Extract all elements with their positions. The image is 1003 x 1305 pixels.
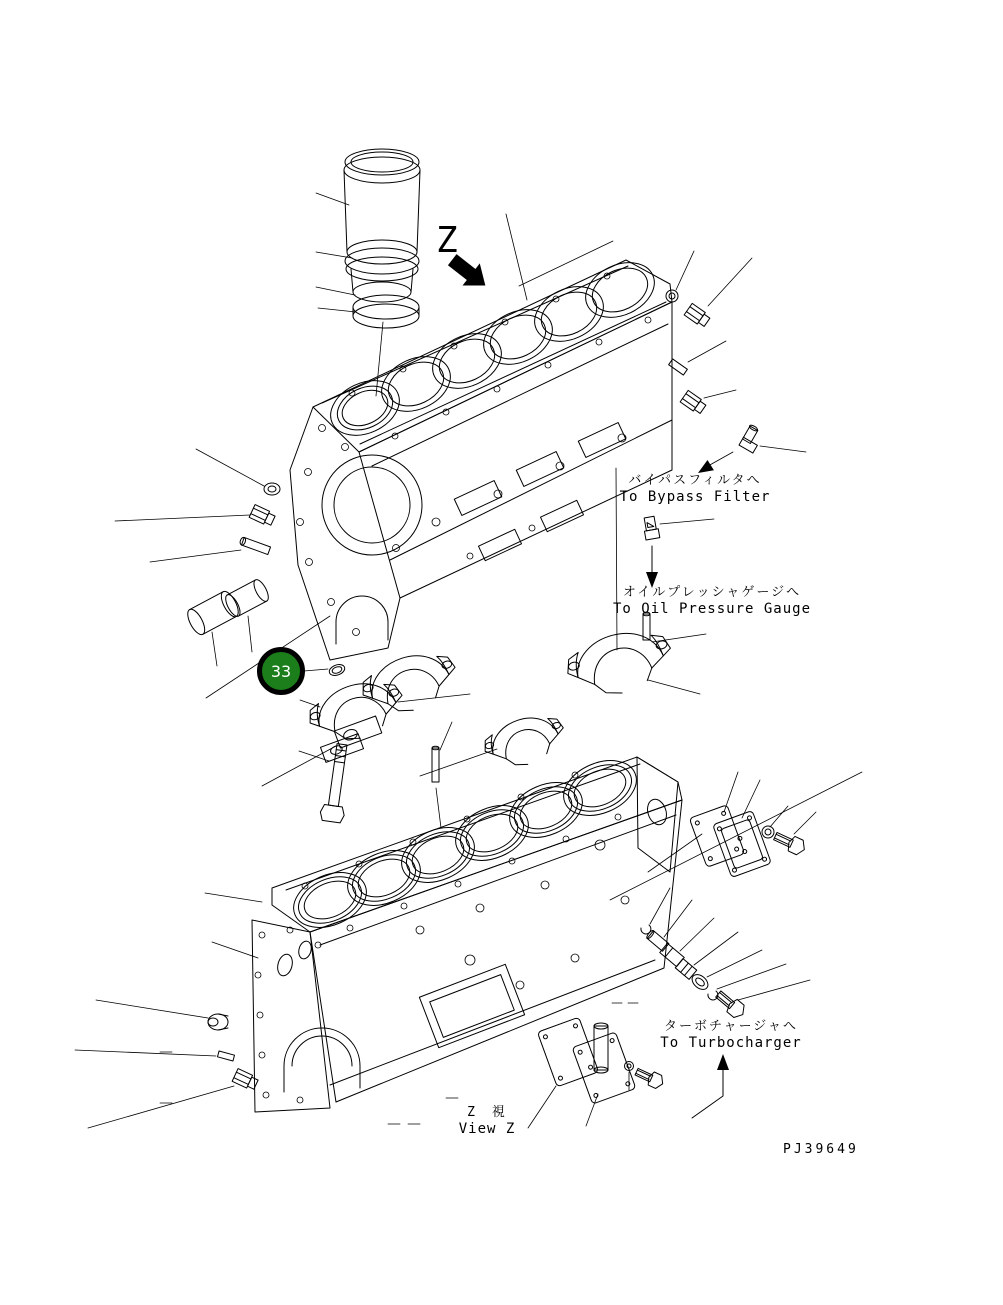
view-z-label (459, 1104, 516, 1138)
view-z-label-jp: Z 視 (467, 1105, 507, 1120)
cup-plug (264, 483, 280, 495)
annotation-bypass-filter-en: To Bypass Filter (619, 489, 771, 505)
mounting-bolt (634, 1065, 666, 1090)
dowel-pin (217, 1051, 234, 1061)
main-bearing-cap (561, 622, 678, 706)
annotation-oil-pressure-gauge-en: To Oil Pressure Gauge (612, 601, 812, 617)
oil-tube (646, 929, 669, 951)
cup-plug (208, 1014, 228, 1030)
washer (762, 826, 774, 838)
annotation-oil-pressure-gauge (613, 584, 811, 618)
main-bearing-bolt (319, 743, 354, 824)
mounting-bolt (772, 829, 808, 857)
annotation-bypass-filter-jp: バイパスフィルタへ (628, 473, 762, 488)
camshaft-bushing (223, 578, 271, 619)
main-bearing-cap (479, 708, 571, 776)
centerline-dashes (160, 1003, 638, 1124)
part-callout-33-number: 33 (270, 661, 292, 681)
annotation-bypass-filter (620, 472, 771, 506)
cylinder-block-lower (252, 750, 682, 1112)
part-callout-33[interactable] (257, 647, 305, 695)
turbocharger-arrow (692, 1054, 729, 1118)
taper-plug (684, 303, 711, 328)
stud (432, 746, 439, 782)
cover-plate (713, 811, 772, 878)
main-bearing-cap (356, 643, 464, 723)
view-z-marker: Z (436, 220, 458, 261)
annotation-turbocharger-jp: ターボチャージャへ (663, 1019, 799, 1034)
annotation-turbocharger (660, 1018, 801, 1052)
main-bearing-cap (303, 671, 411, 751)
mounting-bolt (713, 988, 748, 1021)
leader-lines (75, 193, 862, 1128)
elbow-fitting (642, 516, 660, 540)
view-z-label-en: View Z (458, 1121, 516, 1137)
o-ring (328, 663, 346, 678)
dowel-pin (239, 537, 270, 555)
oil-pressure-arrow (646, 546, 658, 588)
bracket-plate (334, 716, 382, 748)
camshaft-bushing (184, 589, 241, 637)
annotation-oil-pressure-gauge-jp: オイルプレッシャゲージへ (622, 585, 802, 600)
elbow-fitting (739, 424, 765, 453)
drawing-number: PJ39649 (783, 1142, 859, 1157)
cylinder-liner (344, 149, 420, 302)
sleeve (660, 943, 685, 966)
taper-plug (249, 505, 276, 527)
dowel-pin (669, 359, 688, 375)
cover-plate (572, 1032, 636, 1104)
annotation-turbocharger-en: To Turbocharger (660, 1035, 802, 1051)
cover-gasket (537, 1017, 598, 1087)
taper-plug (680, 390, 707, 415)
